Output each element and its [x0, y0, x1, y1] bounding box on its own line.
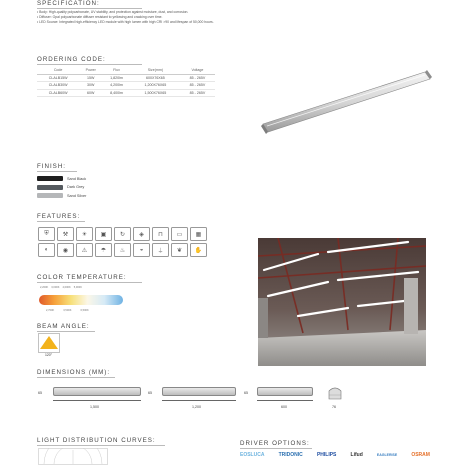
ct-tick: 2,700K [46, 309, 55, 312]
ct-top-ticks [40, 286, 122, 289]
table-cell: CLALB30W [37, 82, 79, 90]
plug-icon: ⏚ [152, 243, 169, 257]
driver-brands [240, 452, 430, 458]
ordering-header-row [37, 66, 215, 74]
brand-logo-tridonic: TRIDONIC [278, 452, 303, 458]
col-header: Power [79, 66, 102, 74]
installation-photo [258, 238, 426, 366]
table-cell: 30W [79, 82, 102, 90]
temperature-icon: ♨ [114, 243, 131, 257]
col-header: Flux [102, 66, 131, 74]
spec-bullet-diffuser: • Diffuser: Opal polycarbonate diffuser resistant to yellowing and cracking over time. [37, 15, 163, 19]
specification-title: SPECIFICATION: [37, 0, 142, 9]
dim-line-1500 [53, 400, 141, 401]
dimensions-title: DIMENSIONS (MM): [37, 369, 115, 378]
brand-logo-lifud: Lifud [350, 452, 363, 458]
beam-angle-icon [38, 333, 60, 353]
table-cell: 15W [79, 74, 102, 82]
dim-end-width: 76 [332, 405, 336, 409]
product-image [255, 62, 435, 142]
features-grid [38, 227, 203, 257]
table-cell: CLALB60W [37, 89, 79, 97]
bracket-icon: ⊓ [152, 227, 169, 241]
dim-height-600: 65 [244, 391, 248, 395]
dim-height-1500: 65 [38, 391, 42, 395]
finish-label: Dark Grey [67, 185, 85, 189]
dim-bar-1200 [162, 387, 236, 396]
brand-logo-philips: PHILIPS [316, 452, 337, 458]
table-cell: 1,820lm [102, 74, 131, 82]
ordering-table [37, 66, 215, 97]
dim-length-1200: 1,200 [192, 405, 201, 409]
lamp-icon: ◒ [133, 243, 150, 257]
specification-list [37, 10, 214, 25]
table-cell: 8,400lm [102, 89, 131, 97]
brand-logo-eaglerise: EAGLERISE [376, 453, 398, 457]
shield-icon: ⛨ [38, 227, 55, 241]
hammer-icon: ⚒ [57, 227, 74, 241]
ordering-title: ORDERING CODE: [37, 56, 142, 65]
finish-swatch [37, 185, 63, 190]
finish-label: Sand Silver [67, 193, 87, 198]
color-temperature-title: COLOR TEMPERATURE: [37, 274, 142, 283]
finish-list [37, 176, 86, 198]
dim-line-1200 [162, 400, 236, 401]
led-badge-icon: ◈ [133, 227, 150, 241]
dim-line-600 [257, 400, 313, 401]
table-row [37, 89, 215, 97]
light-distribution-chart [38, 448, 108, 465]
features-title: FEATURES: [37, 213, 85, 222]
table-cell: CLALB15W [37, 74, 79, 82]
beam-angle-title: BEAM ANGLE: [37, 323, 95, 332]
table-cell: 600X76X65 [131, 74, 180, 82]
finish-item [37, 176, 86, 181]
ct-tick: 4,000K [62, 286, 71, 289]
sensor-icon: ◉ [57, 243, 74, 257]
spec-bullet-led: • LED Source: Integrated high-efficiency LED module with high lumen with high CRI >90 and lifespan of 50,000 hours. [37, 20, 214, 24]
chip-icon: ▣ [95, 227, 112, 241]
table-cell: 85 - 265V [180, 89, 215, 97]
ct-tick: 5,000K [73, 286, 82, 289]
leaf-icon: ❦ [171, 243, 188, 257]
finish-label: Sand Black [67, 176, 87, 181]
dim-length-600: 600 [281, 405, 287, 409]
color-temperature-bar [39, 295, 123, 305]
emergency-icon: ⚠ [76, 243, 93, 257]
ct-bottom-ticks [46, 309, 121, 312]
table-cell: 60W [79, 89, 102, 97]
rain-icon: ☂ [95, 243, 112, 257]
table-row [37, 82, 215, 90]
dim-length-1500: 1,500 [90, 405, 99, 409]
col-header: Code [37, 66, 79, 74]
table-cell: 85 - 265V [180, 74, 215, 82]
ct-tick: 6,500K [80, 309, 89, 312]
col-header: Size(mm) [131, 66, 180, 74]
box-icon: ▭ [171, 227, 188, 241]
hands-icon: ✋ [190, 243, 207, 257]
table-cell: 4,200lm [102, 82, 131, 90]
driver-options-title: DRIVER OPTIONS: [240, 440, 312, 449]
ct-tick: 3,000K [51, 286, 60, 289]
dim-bar-1500 [53, 387, 141, 396]
finish-swatch [37, 176, 63, 181]
cycle-icon: ↻ [114, 227, 131, 241]
finish-item [37, 193, 86, 198]
light-distribution-title: LIGHT DISTRIBUTION CURVES: [37, 437, 165, 446]
ct-tick: 2,200K [40, 286, 49, 289]
spec-bullet-body: • Body: High-quality polycarbonate, UV stability, and protection against moisture, dust, and corrosion. [37, 10, 189, 14]
grid-icon: ▦ [190, 227, 207, 241]
col-header: Voltage [180, 66, 215, 74]
dim-bar-600 [257, 387, 313, 396]
end-profile-drawing [328, 385, 342, 401]
table-cell: 85 - 265V [180, 82, 215, 90]
finish-swatch [37, 193, 63, 198]
finish-title: FINISH: [37, 163, 77, 172]
dim-height-1200: 65 [148, 391, 152, 395]
table-cell: 1,200X76X65 [131, 82, 180, 90]
beam-angle-value: 120° [45, 353, 53, 357]
sun-icon: ☀ [76, 227, 93, 241]
finish-item [37, 185, 86, 190]
table-row [37, 74, 215, 82]
table-cell: 1,500X76X65 [131, 89, 180, 97]
dimmer-icon: ◐ [38, 243, 55, 257]
brand-logo-osram: OSRAM [411, 452, 430, 458]
ct-tick: 3,500K [63, 309, 72, 312]
brand-logo-eosluca: EOSLUCA [240, 452, 265, 458]
